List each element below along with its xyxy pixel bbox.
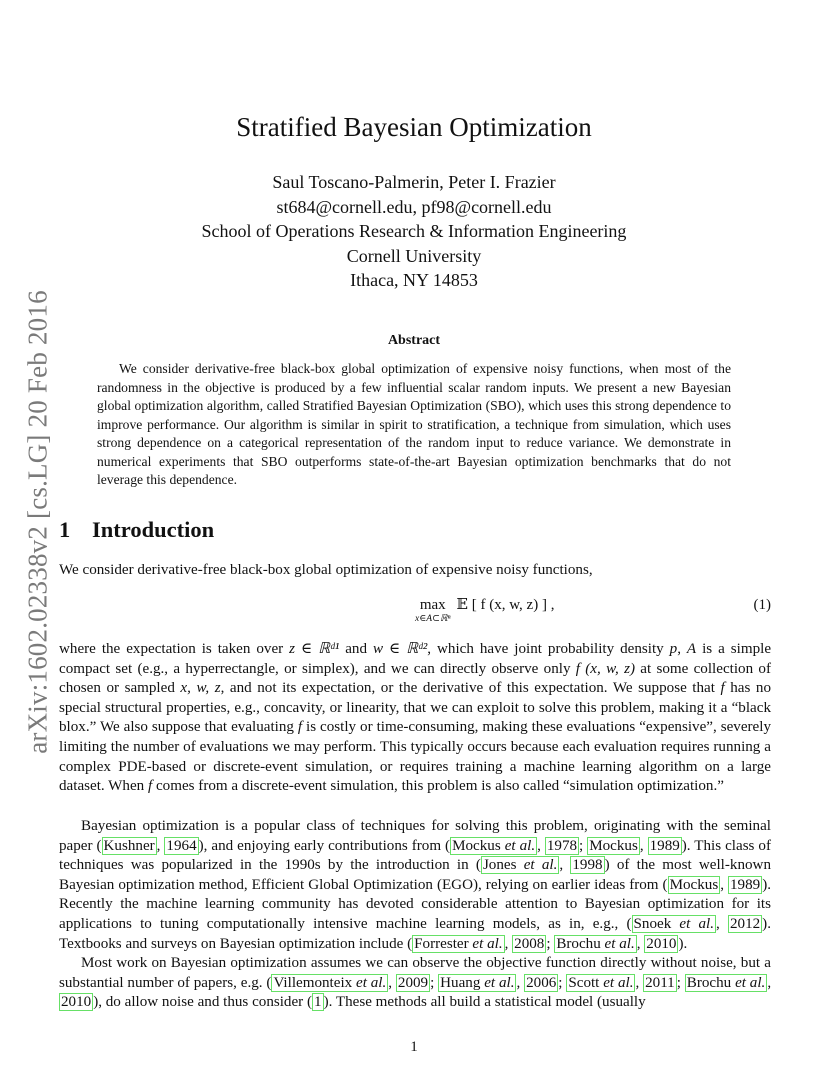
citation-etal: et al.: [679, 915, 715, 932]
citation-author: Villemonteix: [273, 974, 357, 991]
text-run: ,: [388, 974, 396, 991]
citation-author: Scott: [568, 974, 604, 991]
citation-link[interactable]: [566, 974, 635, 992]
citation-link[interactable]: Mockus: [589, 837, 638, 854]
citation-link[interactable]: 2012: [729, 915, 761, 932]
citation-link[interactable]: [450, 837, 537, 855]
math-run: A: [686, 641, 697, 657]
text-run: comes from a discrete-event simulation, this problem is also called “simulation optimization.”: [152, 778, 724, 795]
citation-etal: et al.: [356, 974, 387, 991]
text-run: ,: [636, 935, 645, 952]
math-run: f (x, w, z): [575, 660, 635, 677]
text-run: ;: [579, 837, 588, 854]
text-run: ), and enjoying early contributions from (: [198, 837, 451, 854]
author-block: [0, 170, 828, 293]
section-number: 1: [59, 517, 71, 542]
citation-author: Mockus: [452, 837, 505, 854]
citation-link[interactable]: [632, 915, 717, 933]
text-run: ,: [537, 837, 545, 854]
text-run: ,: [559, 857, 571, 874]
max-operator: [415, 597, 451, 625]
citation-link[interactable]: 2006: [526, 974, 557, 991]
citation-link[interactable]: 2011: [645, 974, 675, 991]
citation-author: Forrester: [414, 935, 473, 952]
citation-link[interactable]: Kushner: [103, 837, 155, 854]
text-run: Bayesian optimization is a popular class of techniques for solving this problem, originating with the seminal paper (: [59, 818, 771, 854]
citation-link[interactable]: 1989: [649, 837, 680, 854]
text-run: where the expectation is taken over: [59, 641, 290, 657]
citation-author: Brochu: [556, 935, 605, 952]
citation-author: Jones: [482, 857, 524, 874]
text-run: ). Recently the machine learning community has devoted considerable attention to Bayesian optimization for its applications to tuning computationally intensive machine learning models, as in, e.g., (: [59, 876, 771, 932]
citation-link[interactable]: [554, 935, 636, 953]
citation-link[interactable]: 1989: [730, 876, 761, 893]
page-number: 1: [410, 1039, 418, 1055]
author-emails: st684@cornell.edu, pf98@cornell.edu: [276, 196, 552, 217]
text-run: at some collection of chosen or sampled: [59, 660, 771, 697]
author-department: School of Operations Research & Information Engineering: [201, 221, 627, 241]
citation-link[interactable]: [481, 856, 559, 874]
citation-etal: et al.: [735, 974, 766, 991]
math-run: z ∈ ℝᵈ¹: [289, 641, 340, 657]
text-run: ). Textbooks and surveys on Bayesian optimization include (: [59, 915, 771, 952]
citation-link[interactable]: 2010: [61, 994, 92, 1011]
citation-link[interactable]: 1978: [546, 837, 578, 854]
text-run: ,: [767, 974, 772, 991]
max-word: max: [419, 597, 446, 613]
text-run: ,: [156, 837, 165, 854]
text-run: has no special structural properties, e.g., concavity, or linearity, that we can exploit to solve this problem, making it a “black blox.” We also suppose that evaluating: [59, 680, 772, 736]
text-run: ), do allow noise and thus consider (: [93, 994, 313, 1011]
text-run: , and not its expectation, or the derivative of this expectation. We suppose that: [220, 680, 721, 697]
citation-author: Snoek: [633, 915, 680, 932]
citation-link[interactable]: [438, 974, 516, 992]
text-run: ). This class of techniques was popularized in the 1990s by the introduction in (: [59, 837, 771, 874]
citation-etal: et al.: [472, 935, 503, 952]
equation-body: [415, 597, 554, 625]
text-run: ,: [639, 837, 648, 854]
equation-1: [59, 594, 771, 634]
citation-etal: et al.: [604, 935, 635, 952]
intro-paragraph-4: [59, 954, 771, 1013]
text-run: , which have joint probability density: [427, 641, 670, 657]
math-run: f: [720, 680, 725, 697]
equation-reference-link[interactable]: 1: [314, 994, 322, 1011]
text-run: ,: [635, 974, 644, 991]
text-run: ).: [678, 935, 688, 952]
text-run: ) of the most well-known Bayesian optimization method, Efficient Global Optimization (EGO), relying on earlier ideas from (: [59, 857, 771, 893]
abstract-text: We consider derivative-free black-box global optimization of expensive noisy functions, when most of the randomness in the objective is produced by a few influential scalar random inputs. We present a new Bayesian global optimization algorithm, called Stratified Bayesian Optimization (SBO), which uses this strong dependence to improve performance. Our algorithm is similar in spirit to stratification, a technique from simulation, which uses strong dependence on a categorical representation of the random input to reduce variance. We demonstrate in numerical experiments that SBO outperforms state-of-the-art Bayesian optimization benchmarks that do not leverage this dependence.: [97, 361, 731, 487]
citation-link[interactable]: 2009: [397, 974, 429, 991]
author-location: Ithaca, NY 14853: [350, 270, 478, 290]
text-run: ;: [546, 935, 555, 952]
paper-title: Stratified Bayesian Optimization: [236, 112, 592, 142]
math-run: w ∈ ℝᵈ²: [372, 641, 428, 657]
citation-etal: et al.: [504, 837, 536, 854]
text-run: ,: [720, 876, 728, 893]
text-run: ,: [516, 974, 525, 991]
section-title: Introduction: [92, 517, 215, 542]
max-subscript: x∈A⊂ℝⁿ: [415, 614, 451, 624]
math-run: p: [669, 641, 678, 657]
intro-paragraph-2: [59, 640, 771, 797]
text-run: is costly or time-consuming, making these evaluations “expensive”, severely limiting the number of evaluations we may perform. This typically occurs because each evaluation requires running a complex PDE-based or discrete-event simulation, or requires training a machine learning algorithm on a large dataset. When: [59, 719, 771, 795]
text-run: ). These methods all build a statistical model (usually: [323, 994, 646, 1011]
citation-link[interactable]: Mockus: [669, 876, 719, 893]
citation-etal: et al.: [603, 974, 634, 991]
text-run: and: [339, 641, 373, 657]
math-run: f: [148, 778, 153, 795]
math-run: x, w, z: [180, 680, 221, 697]
citation-author: Huang: [440, 974, 485, 991]
equation-number: (1): [753, 597, 771, 613]
text-run: ,: [504, 935, 513, 952]
author-university: Cornell University: [346, 245, 482, 266]
abstract-heading: Abstract: [387, 333, 441, 348]
citation-link[interactable]: [271, 974, 388, 992]
citation-etal: et al.: [523, 857, 558, 874]
equation-expression: 𝔼 [ f (x, w, z) ] ,: [456, 597, 555, 613]
citation-author: Brochu: [686, 974, 736, 991]
text-run: ;: [676, 974, 685, 991]
text-run: ;: [430, 974, 439, 991]
section-heading: [59, 517, 214, 543]
citation-etal: et al.: [484, 974, 515, 991]
arxiv-identifier: arXiv:1602.02338v2 [cs.LG] 20 Feb 2016: [22, 290, 53, 754]
intro-paragraph-1: We consider derivative-free black-box global optimization of expensive noisy functions,: [59, 562, 593, 578]
citation-link[interactable]: 2010: [646, 935, 677, 952]
citation-link[interactable]: [412, 935, 504, 953]
text-run: ;: [558, 974, 567, 991]
text-run: Most work on Bayesian optimization assumes we can observe the objective function directly without noise, but a substantial number of papers, e.g. (: [59, 955, 771, 991]
text-run: ,: [716, 915, 728, 932]
text-run: ,: [677, 641, 687, 657]
citation-link[interactable]: 1998: [572, 857, 603, 874]
author-names: Saul Toscano-Palmerin, Peter I. Frazier: [272, 172, 556, 192]
math-run: f: [297, 719, 303, 736]
citation-link[interactable]: [685, 974, 768, 992]
text-run: is a simple compact set (e.g., a hyperrectangle, or simplex), and we can directly observe only: [59, 641, 772, 677]
citation-link[interactable]: 2008: [514, 935, 545, 952]
intro-paragraph-3: [59, 817, 771, 954]
citation-link[interactable]: 1964: [166, 837, 197, 854]
